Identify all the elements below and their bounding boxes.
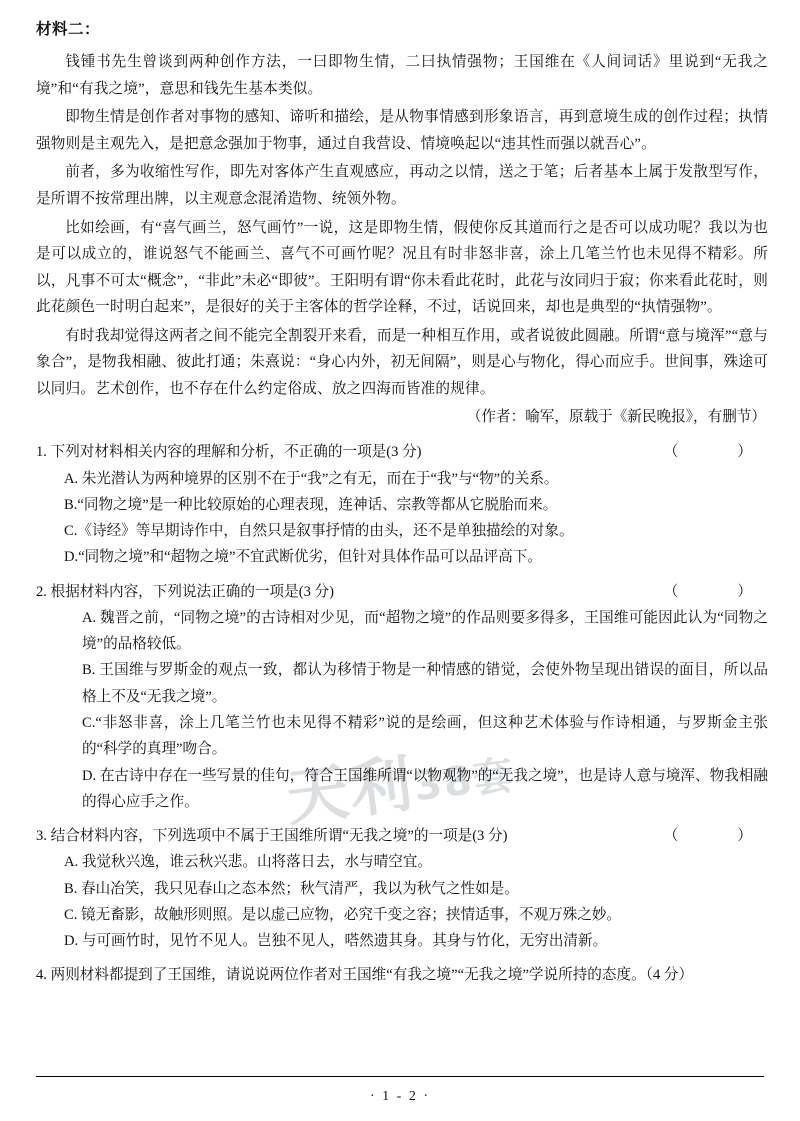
page-number: · 1 - 2 · (370, 1089, 430, 1104)
option-d[interactable]: D.“同物之境”和“超物之境”不宜武断优劣，但针对具体作品可以品评高下。 (64, 549, 542, 566)
question-item (36, 962, 768, 988)
question-item (36, 439, 768, 465)
paragraph: 比如绘画，有“喜气画兰，怒气画竹”一说，这是即物生情，假使你反其道而行之是否可以成功呢？我以为也是可以成立的，谁说怒气不能画兰、喜气不可画竹呢？况且有时非怒非喜，涂上几笔兰竹也未见得不精彩。所以，凡事不可太“概念”，“非此”未必“即彼”。王阳明有谓“你未看此花时，此花与汝同归于寂；你来看此花时，则此花颜色一时明白起来”，是很好的关于主客体的哲学诠释，不过，话说回来，却也是典型的“执情强物”。 (36, 219, 768, 316)
question-stem (36, 962, 768, 988)
option-c[interactable]: C.《诗经》等早期诗作中，自然只是叙事抒情的由头，还不是单独描绘的对象。 (64, 523, 574, 540)
footer-divider (36, 1076, 764, 1077)
option-c[interactable]: C.“非怒非喜，涂上几笔兰竹也未见得不精彩”说的是绘画，但这种艺术体验与作诗相通，与罗斯金主张的“科学的真理”吻合。 (82, 715, 768, 758)
question-item (36, 579, 768, 605)
question-stem (36, 439, 768, 465)
option-d[interactable]: D. 在古诗中存在一些写景的佳句，符合王国维所谓“以物观物”的“无我之境”，也是诗人意与境浑、物我相融的得心应手之作。 (82, 767, 768, 810)
option-d[interactable]: D. 与可画竹时，见竹不见人。岂独不见人，嗒然遗其身。其身与竹化，无穷出清新。 (64, 933, 608, 950)
answer-bracket: （ ） (663, 828, 762, 845)
option-a[interactable]: A. 魏晋之前，“同物之境”的古诗相对少见，而“超物之境”的作品则要多得多，王国维可能因此认为“同物之境”的品格较低。 (82, 609, 768, 653)
document-content (36, 18, 768, 989)
watermark-main: 天利 (282, 746, 419, 835)
question-number: 1. (36, 444, 47, 461)
question-number: 4. (36, 967, 47, 984)
question-stem (36, 823, 768, 849)
option-b[interactable]: B.“同物之境”是一种比较原始的心理表现，连神话、宗教等都从它脱胎而来。 (64, 496, 558, 513)
answer-bracket: （ ） (663, 444, 762, 461)
option-b[interactable]: B. 春山冶笑，我只见春山之态本然；秋气清严，我以为秋气之性如是。 (64, 880, 519, 897)
source-attribution: （作者：喻军，原载于《新民晚报》，有删节） (466, 409, 766, 426)
answer-bracket: （ ） (663, 583, 762, 600)
watermark-sub: 38套 (411, 752, 518, 811)
option-a[interactable]: A. 我觉秋兴逸，谁云秋兴悲。山将落日去，水与晴空宜。 (64, 854, 433, 871)
question-number: 2. (36, 583, 47, 600)
question-text: 下列对材料相关内容的理解和分析，不正确的一项是(3 分) (50, 444, 422, 461)
option-a[interactable]: A. 朱光潜认为两种境界的区别不在于“我”之有无，而在于“我”与“物”的关系。 (64, 470, 559, 487)
paragraph: 即物生情是创作者对事物的感知、谛听和描绘，是从物事情感到形象语言，再到意境生成的创作过程；执情强物则是主观先入，是把意念强加于物事，通过自我营设、情境唤起以“违其性而强以就吾心”。 (36, 109, 768, 152)
paragraph: 有时我却觉得这两者之间不能完全割裂开来看，而是一种相互作用，或者说彼此圆融。所谓“意与境浑”“意与象合”，是物我相融、彼此打通；朱熹说：“身心内外，初无间隔”，则是心与物化，得心而应手。世间事，殊途可以同归。艺术创作，也不存在什么约定俗成、放之四海而皆准的规律。 (36, 327, 768, 397)
paragraph: 前者，多为收缩性写作，即先对客体产生直观感应，再动之以情，送之于笔；后者基本上属于发散型写作，是所谓不按常理出牌，以主观意念混淆造物、统领外物。 (36, 164, 768, 207)
question-text: 结合材料内容，下列选项中不属于王国维所谓“无我之境”的一项是(3 分) (50, 828, 508, 845)
paragraph: 钱锺书先生曾谈到两种创作方法，一曰即物生情，二曰执情强物；王国维在《人间词话》里说到“无我之境”和“有我之境”，意思和钱先生基本类似。 (36, 54, 768, 97)
question-stem (36, 579, 768, 605)
question-number: 3. (36, 828, 47, 845)
question-text: 根据材料内容，下列说法正确的一项是(3 分) (50, 583, 334, 600)
option-b[interactable]: B. 王国维与罗斯金的观点一致，都认为移情于物是一种情感的错觉，会使外物呈现出错误的面目，所以品格上不及“无我之境”。 (82, 662, 768, 705)
question-text: 两则材料都提到了王国维，请说说两位作者对王国维“有我之境”“无我之境”学说所持的态度。（4 分） (50, 967, 694, 984)
question-item (36, 823, 768, 849)
option-c[interactable]: C. 镜无畜影，故触形则照。是以虚己应物，必究千变之容；挟情适事，不观万殊之妙。 (64, 906, 622, 923)
material-heading: 材料二： (36, 21, 101, 38)
